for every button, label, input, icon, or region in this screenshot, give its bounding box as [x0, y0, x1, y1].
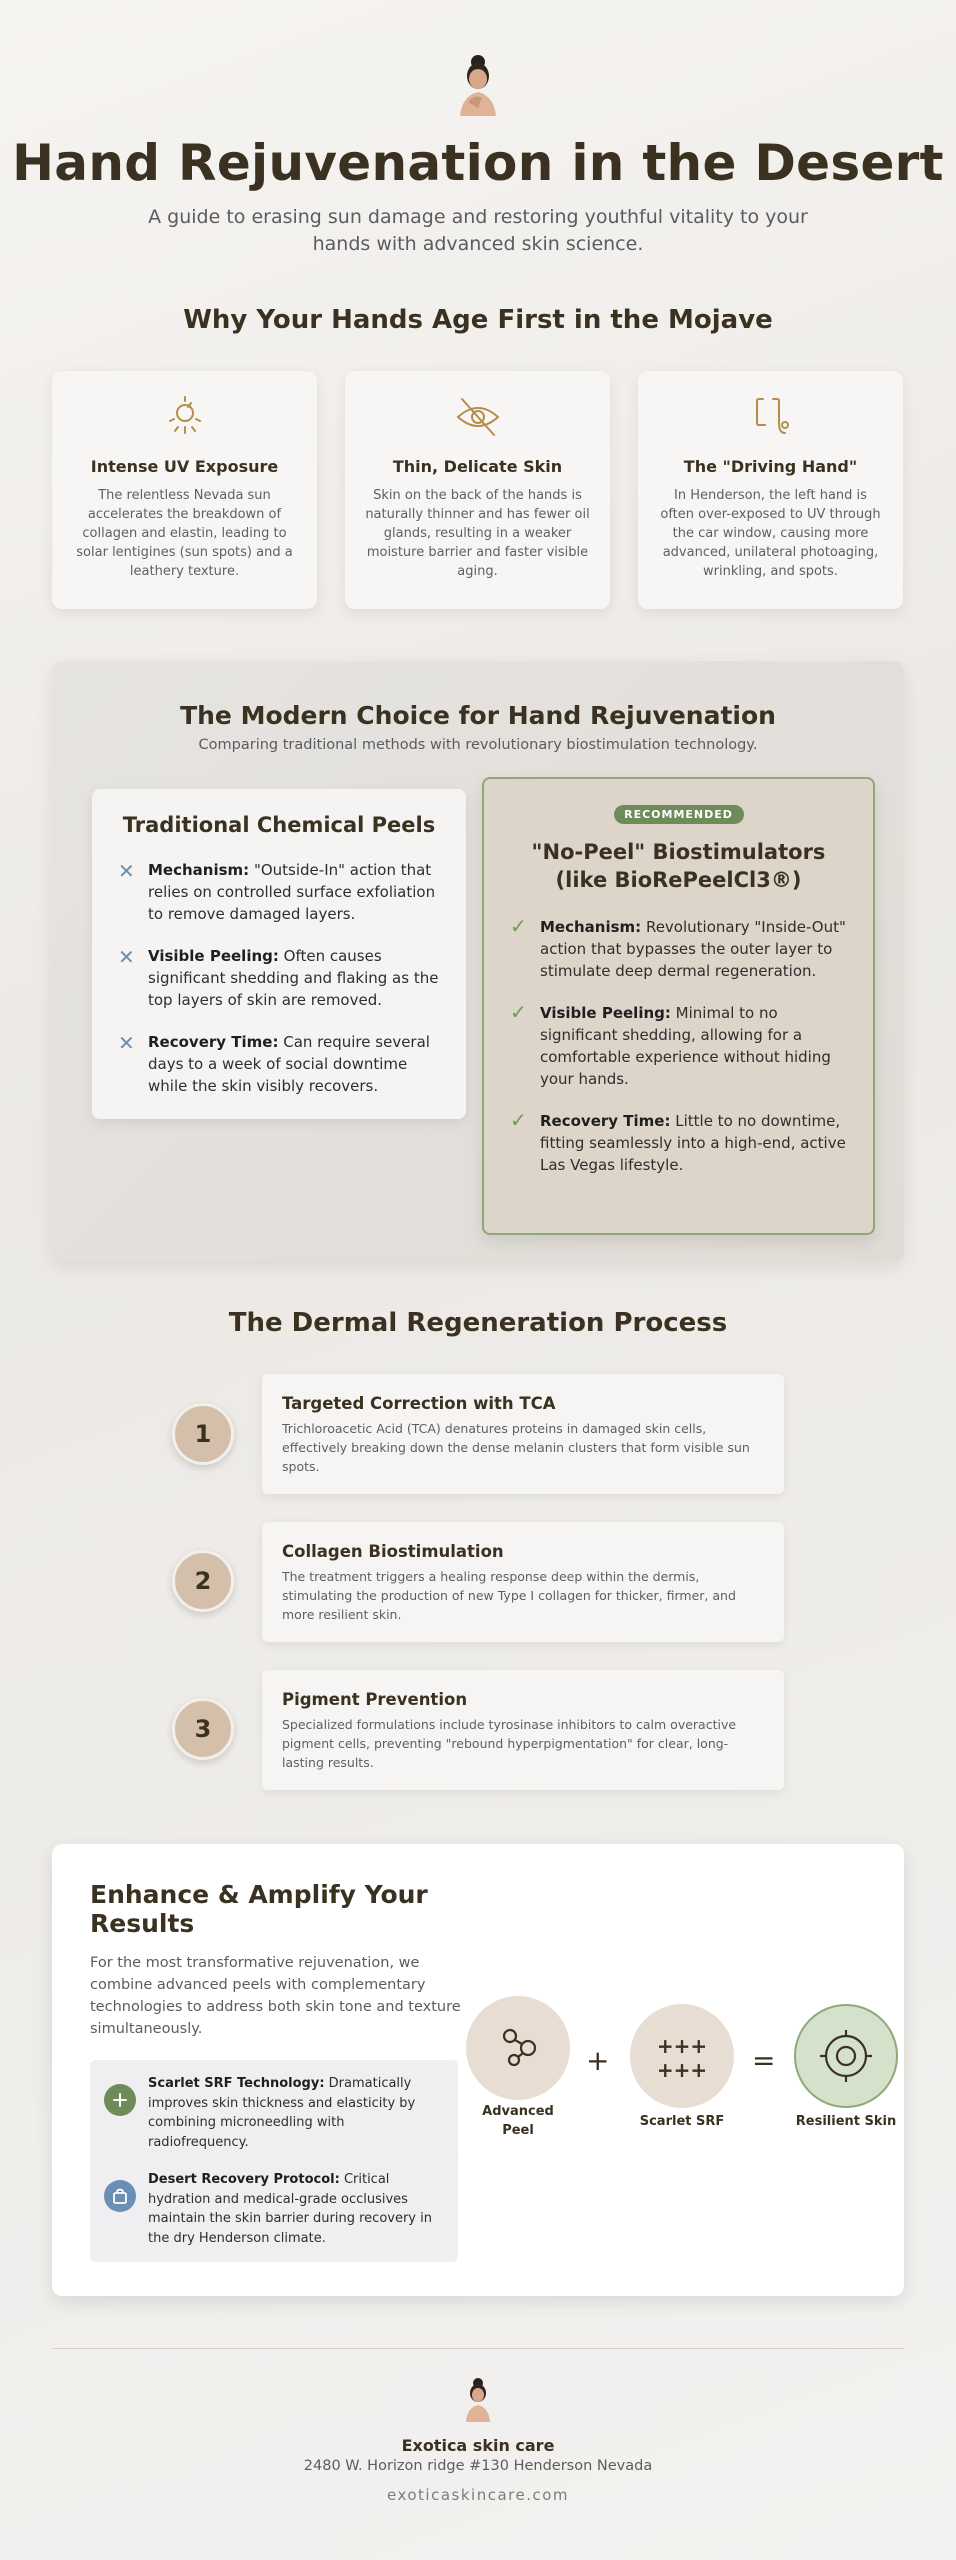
item-label: Mechanism:: [148, 861, 250, 879]
card-text: In Henderson, the left hand is often over-exposed to UV through the car window, causing more advanced, unilateral photoaging, wrinkling, and spots.: [660, 488, 881, 579]
x-icon: ✕: [118, 1031, 135, 1055]
item-label: Recovery Time:: [148, 1033, 279, 1051]
feature-scarlet-srf: [90, 2060, 458, 2166]
step-number-circle: 3: [172, 1698, 234, 1760]
x-icon: ✕: [118, 945, 135, 969]
card-text: Skin on the back of the hands is naturally thinner and has fewer oil glands, resulting in a weaker moisture barrier and faster visible aging.: [365, 488, 590, 579]
feature-text: Dramatically improves skin thickness and elasticity by combining microneedling with radiofrequency.: [148, 2076, 416, 2150]
feature-label: Scarlet SRF Technology:: [148, 2076, 325, 2091]
card-title: Intense UV Exposure: [90, 457, 279, 476]
process-section-title: The Dermal Regeneration Process: [228, 1308, 728, 1338]
recommended-item-recovery: [510, 1110, 847, 1176]
steering-hand-icon: [747, 393, 795, 441]
feature-text: Critical hydration and medical-grade occlusives maintain the skin barrier during recovery in the dry Henderson climate.: [148, 2172, 432, 2246]
card-text: The relentless Nevada sun accelerates the breakdown of collagen and elastin, leading to solar lentigines (sun spots) and a leathery texture.: [76, 488, 293, 579]
target-icon: [796, 2006, 896, 2106]
card-title: The "Driving Hand": [683, 457, 858, 476]
check-icon: ✓: [510, 914, 527, 938]
enhance-title: Enhance & Amplify Your Results: [90, 1880, 428, 1938]
page-title: Hand Rejuvenation in the Desert: [12, 134, 944, 192]
step-number-circle: 1: [172, 1403, 234, 1465]
process-step-card: [262, 1374, 784, 1494]
step-title: Targeted Correction with TCA: [282, 1394, 556, 1413]
item-label: Recovery Time:: [540, 1112, 671, 1130]
bag-icon: [104, 2180, 136, 2212]
step-title: Pigment Prevention: [282, 1690, 468, 1709]
molecule-icon: [466, 1996, 570, 2100]
item-label: Mechanism:: [540, 918, 642, 936]
item-text: Often causes significant shedding and flaking as the top layers of skin are removed.: [148, 947, 439, 1009]
traditional-title: Traditional Chemical Peels: [122, 813, 436, 837]
step-text: Trichloroacetic Acid (TCA) denatures proteins in damaged skin cells, effectively breaking down the dense melanin clusters that form visible sun spots.: [282, 1421, 750, 1474]
traditional-peels-card: [92, 789, 466, 1119]
card-title: Thin, Delicate Skin: [392, 457, 563, 476]
item-text: Can require several days to a week of social downtime while the skin visibly recovers.: [148, 1033, 430, 1095]
modern-section-title: The Modern Choice for Hand Rejuvenation: [180, 701, 776, 730]
step-text: The treatment triggers a healing response deep within the dermis, stimulating the production of new Type I collagen for thicker, firmer, and more resilient skin.: [282, 1569, 736, 1622]
item-text: "Outside-In" action that relies on controlled surface exfoliation to remove damaged layers.: [148, 861, 436, 923]
footer-business-name: Exotica skin care: [401, 2436, 555, 2455]
traditional-item-recovery: [118, 1031, 440, 1097]
item-text: Revolutionary "Inside-Out" action that bypasses the outer layer to stimulate deep dermal regeneration.: [540, 918, 846, 980]
step-text: Specialized formulations include tyrosinase inhibitors to calm overactive pigment cells, preventing "rebound hyperpigmentation" for clear, long-lasting results.: [282, 1717, 737, 1770]
page-subtitle: A guide to erasing sun damage and restoring youthful vitality to your hands with advanced skin science.: [148, 206, 808, 255]
check-icon: ✓: [510, 1000, 527, 1024]
x-icon: ✕: [118, 859, 135, 883]
plus-circle-icon: [104, 2084, 136, 2116]
item-text: Minimal to no significant shedding, allowing for a comfortable experience without hiding your hands.: [540, 1004, 831, 1088]
feature-desert-recovery: [90, 2156, 458, 2262]
feature-label: Desert Recovery Protocol:: [148, 2172, 340, 2187]
advanced-peel-circle: [466, 1996, 570, 2100]
brand-portrait-logo: [448, 52, 508, 116]
recommended-item-peeling: [510, 1002, 847, 1090]
biostimulators-card: [482, 777, 875, 1235]
footer-portrait-logo: [458, 2376, 498, 2422]
enhance-results-panel: [52, 1844, 904, 2296]
enhance-intro: For the most transformative rejuvenation, we combine advanced peels with complementary technologies to address both skin tone and texture simultaneously.: [90, 1955, 461, 2037]
why-section-title: Why Your Hands Age First in the Mojave: [183, 305, 773, 335]
recommended-badge: RECOMMENDED: [614, 805, 744, 824]
process-step-card: [262, 1522, 784, 1642]
item-text: Little to no downtime, fitting seamlessly into a high-end, active Las Vegas lifestyle.: [540, 1112, 846, 1174]
eye-off-icon: [454, 393, 502, 441]
traditional-item-mechanism: [118, 859, 440, 925]
footer-divider: [52, 2348, 904, 2349]
advanced-peel-label: Advanced Peel: [482, 2104, 554, 2138]
scarlet-srf-label: Scarlet SRF: [639, 2114, 725, 2129]
process-step-card: [262, 1670, 784, 1790]
equals-operator: =: [752, 2044, 776, 2077]
scarlet-srf-circle: [630, 2004, 734, 2108]
needle-grid-icon: +++ +++: [656, 2034, 708, 2082]
card-intense-uv: [52, 371, 317, 609]
card-thin-skin: [345, 371, 610, 609]
footer-website-link[interactable]: exoticaskincare.com: [386, 2486, 570, 2504]
sun-icon: [161, 393, 209, 441]
item-label: Visible Peeling:: [540, 1004, 671, 1022]
traditional-item-peeling: [118, 945, 440, 1011]
footer-address: 2480 W. Horizon ridge #130 Henderson Nevada: [303, 2458, 653, 2474]
modern-section-subtitle: Comparing traditional methods with revolutionary biostimulation technology.: [198, 737, 758, 753]
plus-operator: +: [586, 2044, 610, 2077]
step-title: Collagen Biostimulation: [282, 1542, 504, 1561]
card-driving-hand: [638, 371, 903, 609]
item-label: Visible Peeling:: [148, 947, 279, 965]
recommended-item-mechanism: [510, 916, 847, 982]
check-icon: ✓: [510, 1108, 527, 1132]
resilient-skin-circle: [794, 2004, 898, 2108]
resilient-skin-label: Resilient Skin: [795, 2114, 897, 2129]
recommended-title: "No-Peel" Biostimulators (like BioRePeelCl3®): [531, 840, 826, 892]
modern-comparison-panel: [52, 661, 904, 1261]
step-number-circle: 2: [172, 1550, 234, 1612]
